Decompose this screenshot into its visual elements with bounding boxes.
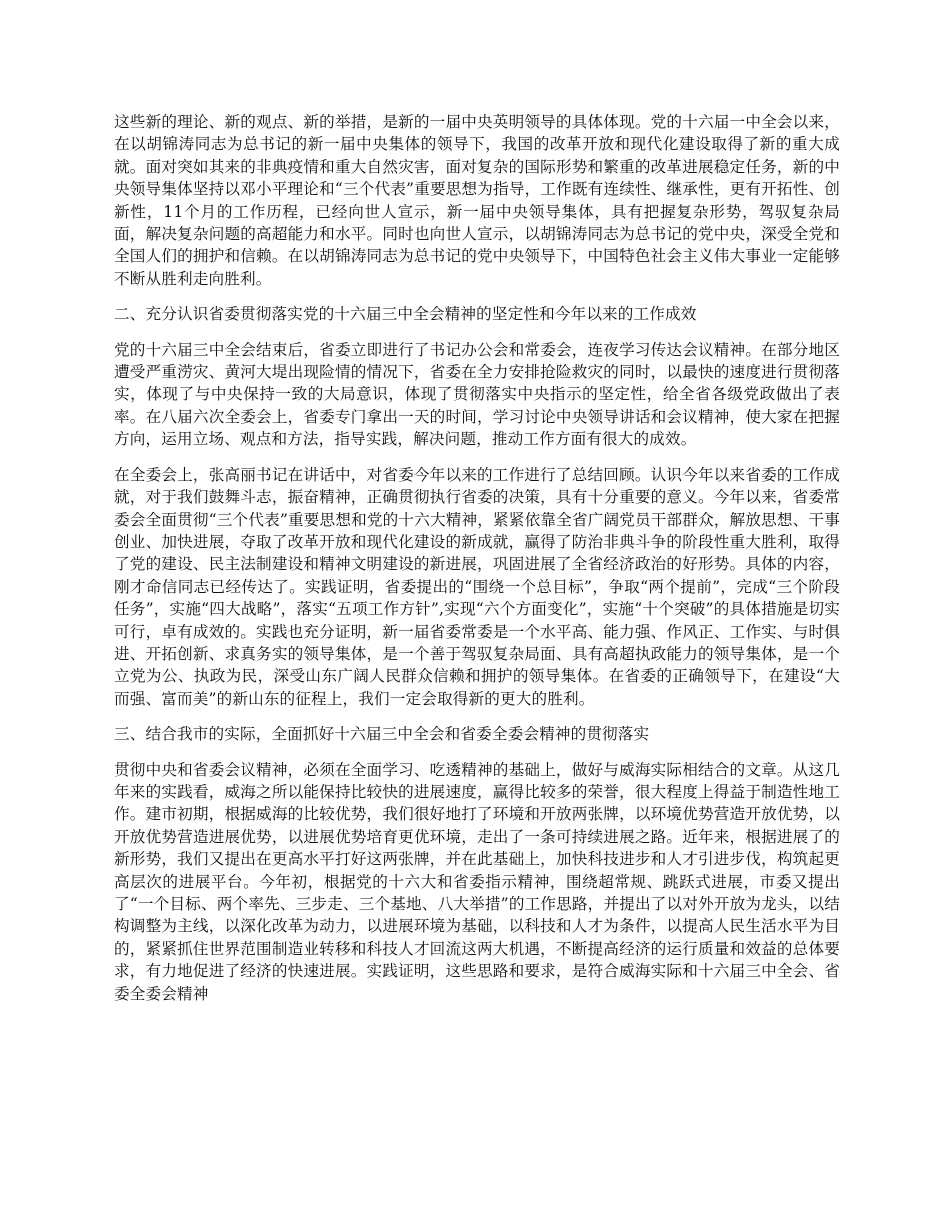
paragraph-section-2-b: 在全委会上，张高丽书记在讲话中，对省委今年以来的工作进行了总结回顾。认识今年以来省委的工作成就，对于我们鼓舞斗志，振奋精神，正确贯彻执行省委的决策，具有十分重要的意义。今年以来，省委常委会全面贯彻“三个代表”重要思想和党的十六大精神，紧紧依靠全省广阔党员干部群众，解放思想、干事创业、加快进展，夺取了改革开放和现代化建设的新成就，赢得了防治非典斗争的阶段性重大胜利，取得了党的建设、民主法制建设和精神文明建设的新进展，巩固进展了全省经济政治的好形势。具体的内容，刚才命信同志已经传达了。实践证明，省委提出的“围绕一个总目标”，争取“两个提前”，完成“三个阶段任务”，实施“四大战略”，落实“五项工作方针”,实现“六个方面变化”，实施“十个突破”的具体措施是切实可行，卓有成效的。实践也充分证明，新一届省委常委是一个水平高、能力强、作风正、工作实、与时俱进、开拓创新、求真务实的领导集体，是一个善于驾驭复杂局面、具有高超执政能力的领导集体，是一个立党为公、执政为民，深受山东广阔人民群众信赖和拥护的领导集体。在省委的正确领导下，在建设“大而强、富而美”的新山东的征程上，我们一定会取得新的更大的胜利。 — [114, 465, 840, 708]
section-heading-2: 二、充分认识省委贯彻落实党的十六届三中全会精神的坚定性和今年以来的工作成效 — [114, 305, 697, 324]
paragraph-section-2-a: 党的十六届三中全会结束后，省委立即进行了书记办公会和常委会，连夜学习传达会议精神。在部分地区遭受严重涝灾、黄河大堤出现险情的情况下，省委在全力安排抢险救灾的同时，以最快的速度进行贯彻落实，体现了与中央保持一致的大局意识，体现了贯彻落实中央指示的坚定性，给全省各级党政做出了表率。在八届六次全委会上，省委专门拿出一天的时间，学习讨论中央领导讲话和会议精神，使大家在把握方向，运用立场、观点和方法，指导实践，解决问题，推动工作方面有很大的成效。 — [114, 340, 840, 449]
paragraph-intro: 这些新的理论、新的观点、新的举措，是新的一届中央英明领导的具体体现。党的十六届一中全会以来，在以胡锦涛同志为总书记的新一届中央集体的领导下，我国的改革开放和现代化建设取得了新的重大成就。面对突如其来的非典疫情和重大自然灾害，面对复杂的国际形势和繁重的改革进展稳定任务，新的中央领导集体坚持以邓小平理论和“三个代表”重要思想为指导，工作既有连续性、继承性，更有开拓性、创新性，11个月的工作历程，已经向世人宣示，新一届中央领导集体，具有把握复杂形势，驾驭复杂局面，解决复杂问题的高超能力和水平。同时也向世人宣示，以胡锦涛同志为总书记的党中央，深受全党和全国人们的拥护和信赖。在以胡锦涛同志为总书记的党中央领导下，中国特色社会主义伟大事业一定能够不断从胜利走向胜利。 — [114, 113, 840, 288]
document-body — [114, 111, 840, 1018]
section-heading-3: 三、结合我市的实际，全面抓好十六届三中全会和省委全委会精神的贯彻落实 — [114, 725, 650, 744]
paragraph-section-3: 贯彻中央和省委会议精神，必须在全面学习、吃透精神的基础上，做好与威海实际相结合的文章。从这几年来的实践看，威海之所以能保持比较快的进展速度，赢得比较多的荣誉，很大程度上得益于制造性地工作。建市初期，根据威海的比较优势，我们很好地打了环境和开放两张牌，以环境优势营造开放优势，以开放优势营造进展优势，以进展优势培育更优环境，走出了一条可持续进展之路。近年来，根据进展了的新形势，我们又提出在更高水平打好这两张牌，并在此基础上，加快科技进步和人才引进步伐，构筑起更高层次的进展平台。今年初，根据党的十六大和省委指示精神，围绕超常规、跳跃式进展，市委又提出了“一个目标、两个率先、三步走、三个基地、八大举措”的工作思路，并提出了以对外开放为龙头，以结构调整为主线，以深化改革为动力，以进展环境为基础，以科技和人才为条件，以提高人民生活水平为目的，紧紧抓住世界范围制造业转移和科技人才回流这两大机遇，不断提高经济的运行质量和效益的总体要求，有力地促进了经济的快速进展。实践证明，这些思路和要求，是符合威海实际和十六届三中全会、省委全委会精神 — [114, 760, 840, 1003]
